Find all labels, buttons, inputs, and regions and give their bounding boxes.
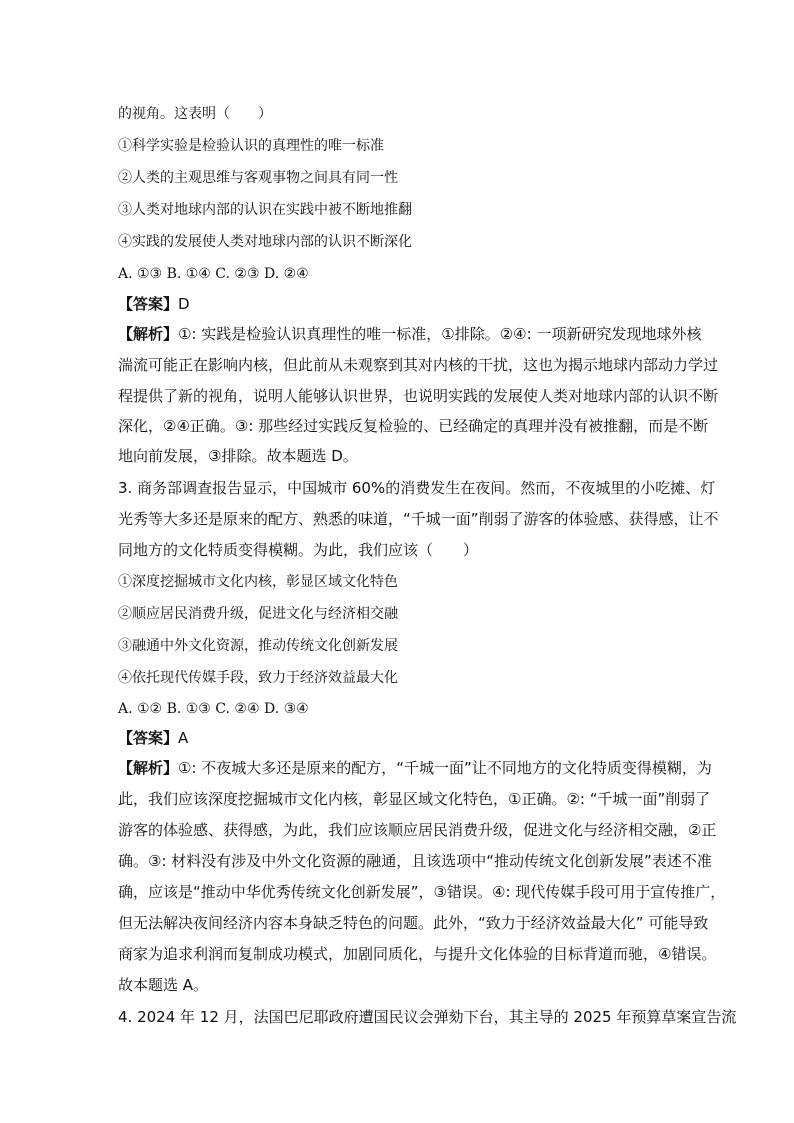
q3-analysis-text-1: ①: 不夜城大多还是原来的配方，“千城一面”让不同地方的文化特质变得模糊，为 — [178, 759, 712, 777]
q3-analysis-line-8: 故本题选 A。 — [118, 976, 209, 994]
q3-stem-line-1: 3. 商务部调查报告显示，中国城市 60%的消费发生在夜间。然而，不夜城里的小吃摊、灯 — [118, 479, 716, 497]
q2-choices: A. ①③ B. ①④ C. ②③ D. ②④ — [118, 266, 309, 282]
q2-answer-tag: 【答案】 — [118, 295, 179, 313]
q3-analysis-line-6: 但无法解决夜间经济内容本身缺乏特色的问题。此外，“致力于经济效益最大化” 可能导致 — [118, 914, 709, 932]
q2-analysis-line-5: 地向前发展，③排除。故本题选 D。 — [118, 447, 358, 465]
q2-analysis-text-1: ①: 实践是检验认识真理性的唯一标准，①排除。②④: 一项新研究发现地球外核 — [178, 325, 702, 343]
q3-stem-line-2: 光秀等大多还是原来的配方、熟悉的味道，“千城一面”削弱了游客的体验感、获得感，让不 — [118, 510, 719, 528]
q3-answer-tag: 【答案】 — [118, 729, 179, 747]
q4-stem-line-1: 4. 2024 年 12 月，法国巴尼耶政府遭国民议会弹劾下台，其主导的 2025 年预算草案宣告流 — [118, 1008, 737, 1026]
q3-analysis-tag: 【解析】 — [118, 759, 179, 777]
q3-option-3: ③融通中外文化资源，推动传统文化创新发展 — [118, 638, 398, 654]
q3-option-4: ④依托现代传媒手段，致力于经济效益最大化 — [118, 670, 398, 686]
q2-option-3: ③人类对地球内部的认识在实践中被不断地推翻 — [118, 202, 412, 218]
q2-analysis-line-4: 深化，②④正确。③: 那些经过实践反复检验的、已经确定的真理并没有被推翻，而是不断 — [118, 417, 709, 435]
q3-stem-line-3: 同地方的文化特质变得模糊。为此，我们应该（ ） — [118, 541, 479, 559]
q3-analysis-line-3: 游客的体验感、获得感，为此，我们应该顺应居民消费升级，促进文化与经济相交融，②正 — [118, 821, 717, 839]
q2-stem-tail: 的视角。这表明（ ） — [118, 106, 272, 122]
q2-analysis-tag: 【解析】 — [118, 325, 179, 343]
q3-choices: A. ①② B. ①③ C. ②④ D. ③④ — [118, 701, 309, 717]
q2-option-2: ②人类的主观思维与客观事物之间具有同一性 — [118, 170, 398, 186]
q3-analysis-line-5: 确，应该是“推动中华优秀传统文化创新发展”，③错误。④: 现代传媒手段可用于宣传推广， — [118, 883, 726, 901]
q3-answer-value: A — [178, 729, 189, 747]
q3-analysis-line-4: 确。③: 材料没有涉及中外文化资源的融通，且该选项中“推动传统文化创新发展”表述不准 — [118, 852, 712, 870]
q2-analysis-line-3: 程提供了新的视角，说明人能够认识世界，也说明实践的发展使人类对地球内部的认识不断 — [118, 387, 719, 405]
q2-answer-value: D — [178, 295, 190, 313]
q3-analysis-line-7: 商家为追求利润而复制成功模式，加剧同质化，与提升文化体验的目标背道而驰，④错误。 — [118, 945, 717, 963]
q2-option-4: ④实践的发展使人类对地球内部的认识不断深化 — [118, 234, 412, 250]
q2-answer — [118, 294, 190, 314]
q3-analysis-line-2: 此，我们应该深度挖掘城市文化内核，彰显区域文化特色，①正确。②: “千城一面”削弱了 — [118, 790, 711, 808]
q3-option-2: ②顺应居民消费升级，促进文化与经济相交融 — [118, 606, 398, 622]
q2-analysis-line-2: 湍流可能正在影响内核，但此前从未观察到其对内核的干扰，这也为揭示地球内部动力学过 — [118, 356, 719, 374]
q3-option-1: ①深度挖掘城市文化内核，彰显区域文化特色 — [118, 574, 398, 590]
q2-analysis-line-1 — [118, 324, 701, 344]
q3-answer — [118, 728, 188, 748]
q2-option-1: ①科学实验是检验认识的真理性的唯一标准 — [118, 138, 384, 154]
q3-analysis-line-1 — [118, 758, 712, 778]
